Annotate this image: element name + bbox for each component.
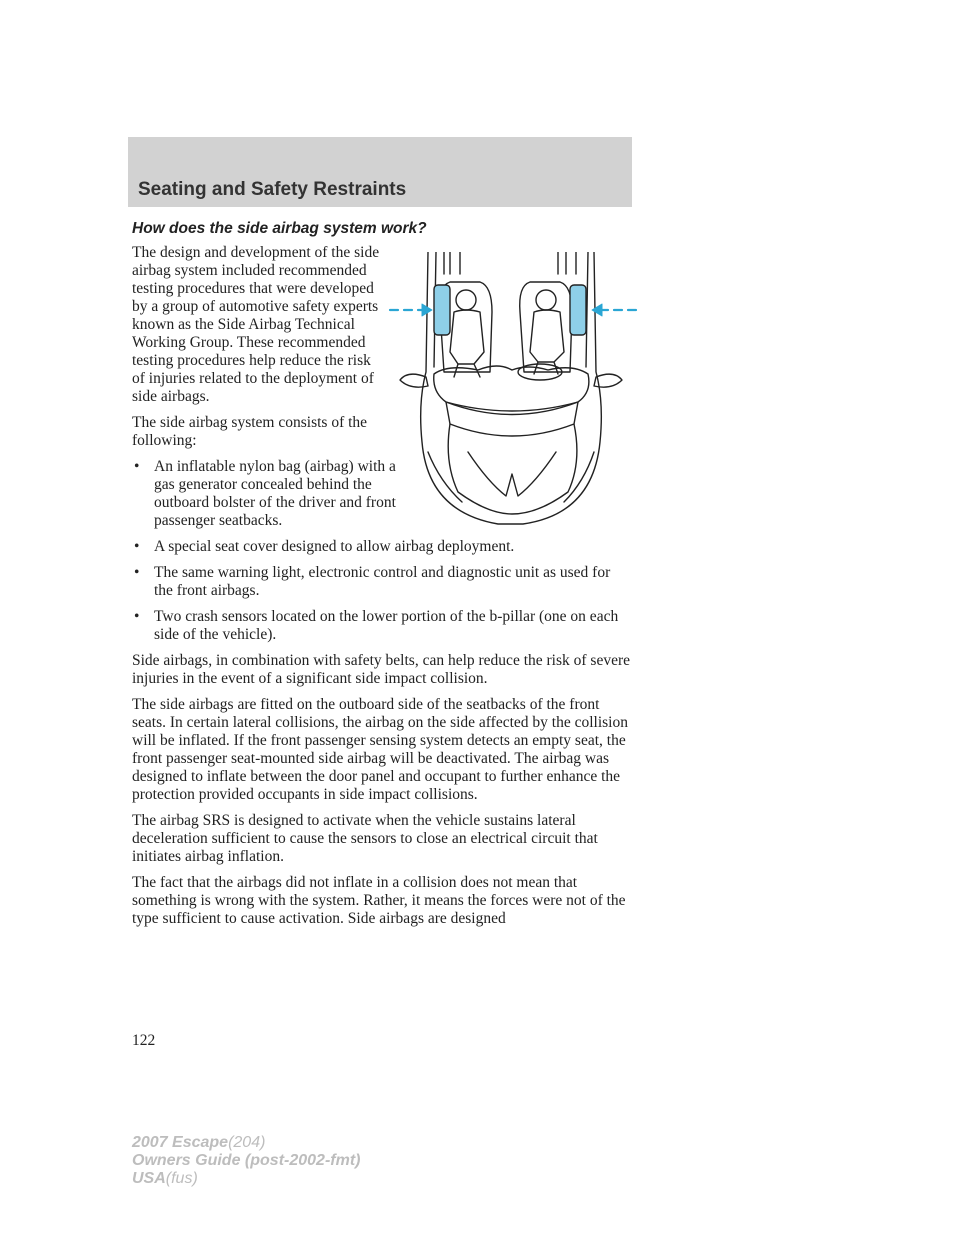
consists-paragraph: The side airbag system consists of the following: [132, 414, 368, 449]
list-item: • Two crash sensors located on the lower portion of the b-pillar (one on each side of the vehicle). [132, 608, 632, 644]
footer-line-2 [132, 1152, 360, 1170]
left-occupant-body [450, 310, 484, 377]
list-item: • An inflatable nylon bag (airbag) with a gas generator concealed behind the outboard bolster of the driver and front passenger seatbacks. [132, 458, 402, 530]
left-side-airbag [434, 285, 450, 335]
right-side-airbag [570, 285, 586, 335]
left-occupant-head [456, 290, 476, 310]
page-number: 122 [132, 1032, 156, 1049]
document-footer [132, 1134, 360, 1188]
hood [448, 424, 577, 514]
footer-line-3 [132, 1170, 360, 1188]
right-seat [520, 282, 572, 372]
section-header-band [128, 137, 632, 207]
footer-market-code: (fus) [165, 1170, 198, 1187]
dashboard [434, 366, 589, 411]
side-airbag-illustration [388, 252, 638, 528]
footer-market: USA [132, 1170, 166, 1187]
footer-line-1 [132, 1134, 360, 1152]
right-occupant-head [536, 290, 556, 310]
section-title: Seating and Safety Restraints [138, 179, 407, 200]
list-item: • A special seat cover designed to allow airbag deployment. [132, 538, 632, 556]
body-paragraph: The fact that the airbags did not inflate in a collision does not mean that something is wrong with the system. Rather, it means the forces were not of the type sufficient to cause activation. Side airbags are designed [132, 874, 626, 927]
section-heading: How does the side airbag system work? [132, 220, 427, 237]
body-paragraph: The side airbags are fitted on the outboard side of the seatbacks of the front seats. In certain lateral collisions, the airbag on the side affected by the collision will be inflated. If the front passenger sensing system detects an empty seat, the front passenger seat-mounted side airbag will be deactivated. The airbag was designed to inflate between the door panel and occupant to further enhance the protection provided occupants in side impact collisions. [132, 696, 628, 803]
list-item: • The same warning light, electronic control and diagnostic unit as used for the front airbags. [132, 564, 632, 600]
intro-paragraph: The design and development of the side airbag system included recommended testing procedures that were developed by a group of automotive safety experts known as the Side Airbag Technical Working Group. These recommended testing procedures help reduce the risk of injuries related to the deployment of side airbags. [132, 244, 380, 405]
body-paragraph: The airbag SRS is designed to activate when the vehicle sustains lateral deceleration sufficient to cause the sensors to close an electrical circuit that initiates airbag inflation. [132, 812, 598, 865]
footer-guide: Owners Guide (post-2002-fmt) [132, 1152, 361, 1169]
footer-model-code: (204) [228, 1134, 266, 1151]
footer-model: 2007 Escape [132, 1134, 229, 1151]
body-paragraph: Side airbags, in combination with safety belts, can help reduce the risk of severe injuries in the event of a significant side impact collision. [132, 652, 630, 687]
